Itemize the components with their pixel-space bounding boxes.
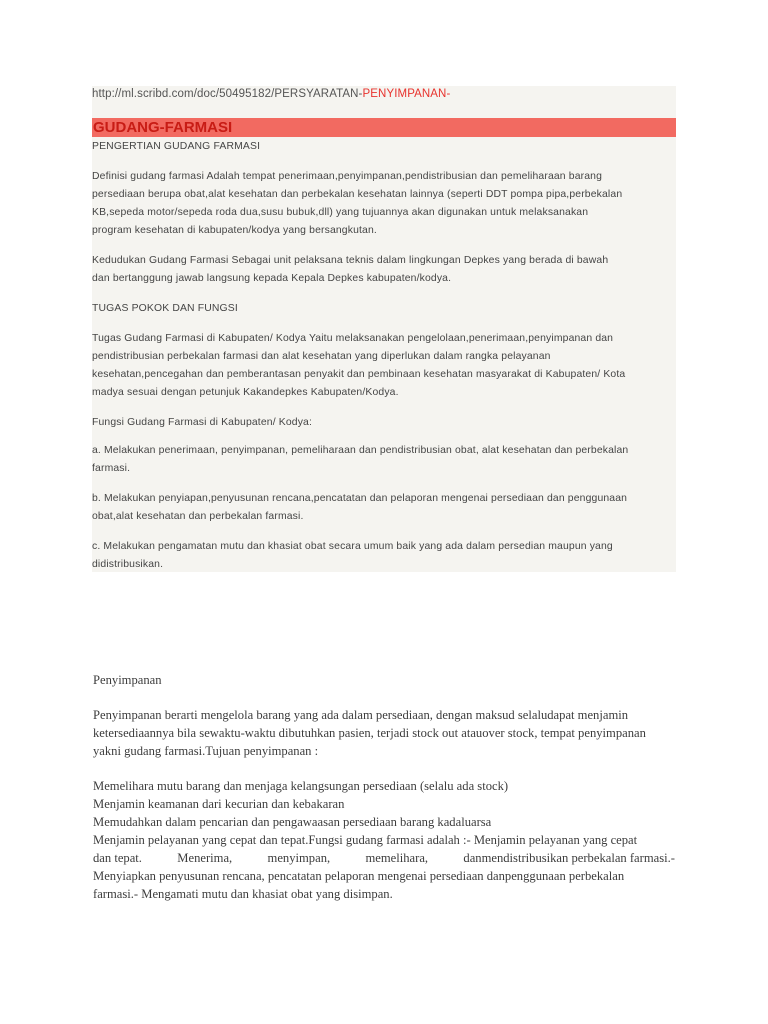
url-prefix: http://ml.scribd.com/doc/50495182/PERSYARATAN-: [92, 88, 363, 100]
text-line: Fungsi Gudang Farmasi di Kabupaten/ Kodya:: [92, 417, 313, 428]
text-line: Definisi gudang farmasi Adalah tempat penerimaan,penyimpanan,pendistribusian dan pemeliharaan barang: [92, 171, 603, 182]
text-line: c. Melakukan pengamatan mutu dan khasiat obat secara umum baik yang ada dalam persedian maupun yang: [92, 541, 613, 552]
url-highlight: PENYIMPANAN-: [362, 88, 451, 100]
word: Menerima,: [177, 851, 233, 865]
text-line: program kesehatan di kabupaten/kodya yang bersangkutan.: [92, 225, 377, 236]
text-line: Menyiapkan penyusunan rencana, pencatatan pelaporan mengenai persediaan danpenggunaan perbekalan: [93, 869, 625, 883]
text-line: Penyimpanan berarti mengelola barang yang ada dalam persediaan, dengan maksud selaludapat menjamin: [93, 708, 629, 722]
heading-text: Penyimpanan: [93, 673, 162, 687]
list-item-c: [92, 538, 676, 574]
list-item-b: [92, 490, 676, 526]
text-line: obat,alat kesehatan dan perbekalan farmasi.: [92, 511, 304, 522]
text-line: KB,sepeda motor/sepeda roda dua,susu bubuk,dll) yang tujuannya akan digunakan untuk melaksanakan: [92, 207, 589, 218]
text-line: persediaan berupa obat,alat kesehatan dan perbekalan kesehatan lainnya (seperti DDT pompa pipa,perbekalan: [92, 189, 623, 200]
text-line: kesehatan,pencegahan dan pemberantasan penyakit dan pembinaan kesehatan masyarakat di Kabupaten/ Kota: [92, 369, 626, 380]
web-clipping: [92, 86, 676, 572]
paragraph-kedudukan: [92, 252, 676, 288]
print-paragraph-1: [93, 706, 646, 760]
print-list: [93, 777, 675, 903]
word: memelihara,: [365, 851, 429, 865]
text-line: Memudahkan dalam pencarian dan pengawaasan persediaan barang kadaluarsa: [93, 815, 492, 829]
heading-pengertian: [92, 138, 676, 156]
heading-text: PENGERTIAN GUDANG FARMASI: [92, 141, 261, 152]
text-line: Tugas Gudang Farmasi di Kabupaten/ Kodya Yaitu melaksanakan pengelolaan,penerimaan,penyimpanan dan: [92, 333, 614, 344]
paragraph-definisi: [92, 168, 676, 240]
text-line: b. Melakukan penyiapan,penyusunan rencana,pencatatan dan pelaporan mengenai persediaan dan penggunaan: [92, 493, 628, 504]
text-line: Menjamin keamanan dari kecurian dan kebakaran: [93, 797, 345, 811]
page-title: GUDANG-FARMASI: [93, 119, 233, 136]
text-line: Memelihara mutu barang dan menjaga kelangsungan persediaan (selalu ada stock): [93, 779, 509, 793]
paragraph-fungsi: [92, 414, 676, 432]
text-line: Menjamin pelayanan yang cepat dan tepat.Fungsi gudang farmasi adalah :- Menjamin pelayanan yang cepat: [93, 833, 638, 847]
heading-tugas: [92, 300, 676, 318]
text-line: yakni gudang farmasi.Tujuan penyimpanan :: [93, 744, 319, 758]
paragraph-tugas: [92, 330, 676, 402]
text-line: pendistribusian perbekalan farmasi dan alat kesehatan yang diperlukan dalam rangka pelayanan: [92, 351, 551, 362]
list-item-a: [92, 442, 676, 478]
word: danmendistribusikan perbekalan farmasi.-: [463, 851, 675, 865]
text-line: farmasi.- Mengamati mutu dan khasiat obat yang disimpan.: [93, 887, 393, 901]
text-line: dan bertanggung jawab langsung kepada Kepala Depkes kabupaten/kodya.: [92, 273, 452, 284]
justified-text-line: [93, 849, 675, 867]
text-line: farmasi.: [92, 463, 131, 474]
heading-text: TUGAS POKOK DAN FUNGSI: [92, 303, 238, 314]
text-line: madya sesuai dengan petunjuk Kakandepkes Kabupaten/Kodya.: [92, 387, 399, 398]
print-heading: [93, 671, 162, 689]
text-line: ketersediaannya bila sewaktu-waktu dibutuhkan pasien, terjadi stock out atauover stock, tempat penyimpanan: [93, 726, 646, 740]
text-line: a. Melakukan penerimaan, penyimpanan, pemeliharaan dan pendistribusian obat, alat kesehatan dan perbekalan: [92, 445, 629, 456]
word: menyimpan,: [267, 851, 331, 865]
word: dan tepat.: [93, 851, 142, 865]
text-line: Kedudukan Gudang Farmasi Sebagai unit pelaksana teknis dalam lingkungan Depkes yang berada di bawah: [92, 255, 609, 266]
text-line: didistribusikan.: [92, 559, 164, 570]
title-bar: [92, 118, 676, 137]
source-url[interactable]: [92, 88, 450, 100]
